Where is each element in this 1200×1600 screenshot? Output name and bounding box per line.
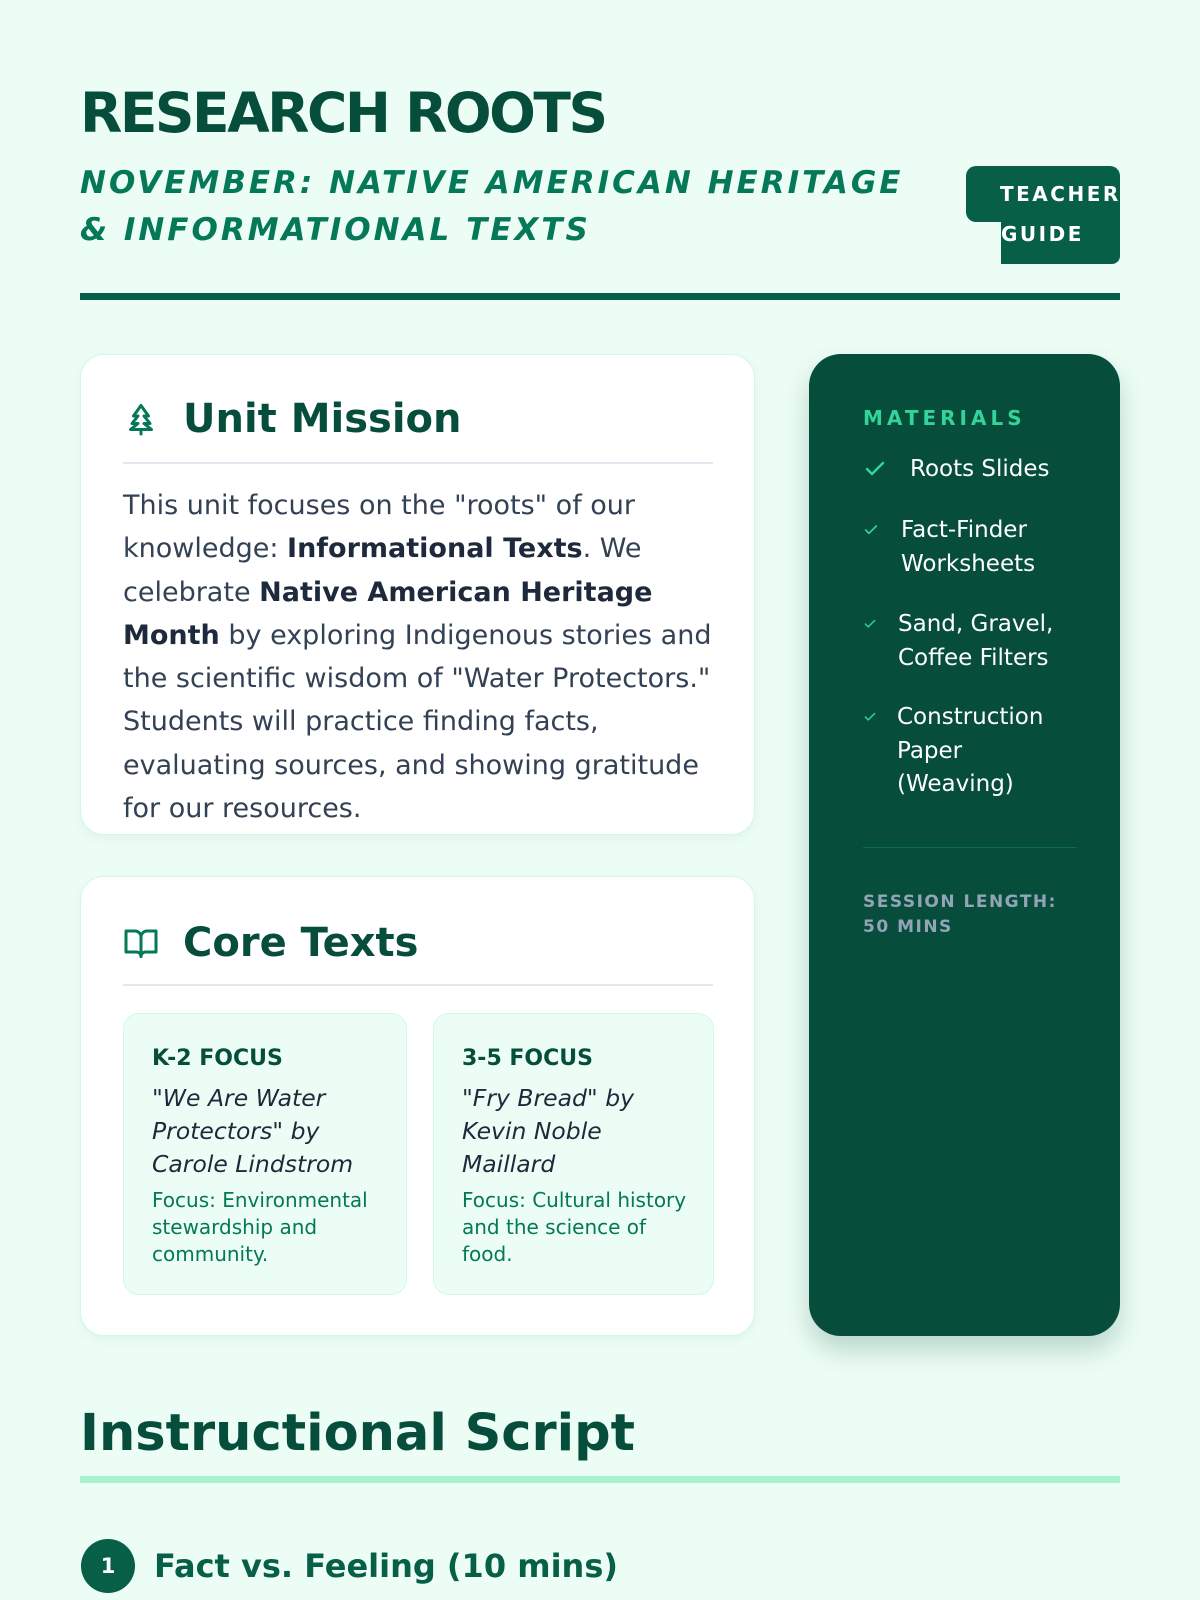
mission-text-part: . We celebrate [123, 533, 642, 608]
materials-item-label: Construction Paper (Weaving) [897, 704, 1044, 797]
instructional-divider [80, 1476, 1120, 1483]
grades-3-5-focus-label: 3-5 FOCUS [462, 1046, 593, 1071]
materials-item-label: Sand, Gravel, Coffee Filters [898, 611, 1054, 671]
check-icon [863, 616, 877, 635]
check-icon [863, 709, 877, 728]
k2-focus-note: Focus: Environmental stewardship and community. [152, 1188, 368, 1266]
grades-3-5-focus-note: Focus: Cultural history and the science of food. [462, 1188, 687, 1266]
header-divider [80, 293, 1120, 300]
step-title: Fact vs. Feeling (10 mins) [154, 1547, 618, 1585]
page-title: RESEARCH ROOTS [80, 81, 606, 145]
page-subtitle: NOVEMBER: NATIVE AMERICAN HERITAGE & INFORMATIONAL TEXTS [80, 165, 904, 248]
materials-item-label: Fact-Finder Worksheets [901, 517, 1036, 577]
grades-3-5-book-title: "Fry Bread" by Kevin Noble Maillard [462, 1084, 635, 1178]
mission-text-part: This unit focuses on the "roots" of our knowledge: [123, 490, 636, 565]
materials-heading: MATERIALS [863, 406, 1026, 430]
materials-sidebar [809, 354, 1120, 1336]
materials-divider [863, 847, 1077, 848]
core-texts-card [80, 876, 755, 1336]
open-book-icon [123, 925, 159, 961]
k2-focus-label: K-2 FOCUS [152, 1046, 283, 1071]
tree-icon [123, 401, 159, 437]
check-icon [863, 522, 879, 542]
session-length: SESSION LENGTH: 50 MINS [863, 892, 1057, 937]
core-texts-title: Core Texts [183, 920, 419, 966]
grades-3-5-focus-box [433, 1013, 714, 1295]
unit-mission-card [80, 354, 755, 835]
core-texts-divider [123, 984, 713, 986]
badge-label-line2: GUIDE [1001, 222, 1084, 246]
check-icon [863, 457, 887, 485]
mission-highlight-heritage-month: Native American Heritage Month [123, 576, 653, 651]
unit-mission-divider [123, 462, 713, 464]
k2-focus-box [123, 1013, 407, 1295]
badge-label-line1: TEACHER [1000, 182, 1121, 206]
materials-item-label: Roots Slides [910, 456, 1050, 482]
step-number-badge: 1 [81, 1539, 135, 1593]
mission-text-part: by exploring Indigenous stories and the scientific wisdom of "Water Protectors." Students will practice finding facts, evaluating sources, and showing gratitude for our resources. [123, 619, 712, 825]
unit-mission-text [123, 484, 721, 830]
mission-highlight-informational: Informational Texts [287, 533, 583, 565]
unit-mission-title: Unit Mission [183, 396, 462, 442]
k2-book-title: "We Are Water Protectors" by Carole Lindstrom [152, 1084, 354, 1178]
instructional-script-heading: Instructional Script [80, 1404, 636, 1463]
teacher-guide-badge [966, 166, 1120, 264]
